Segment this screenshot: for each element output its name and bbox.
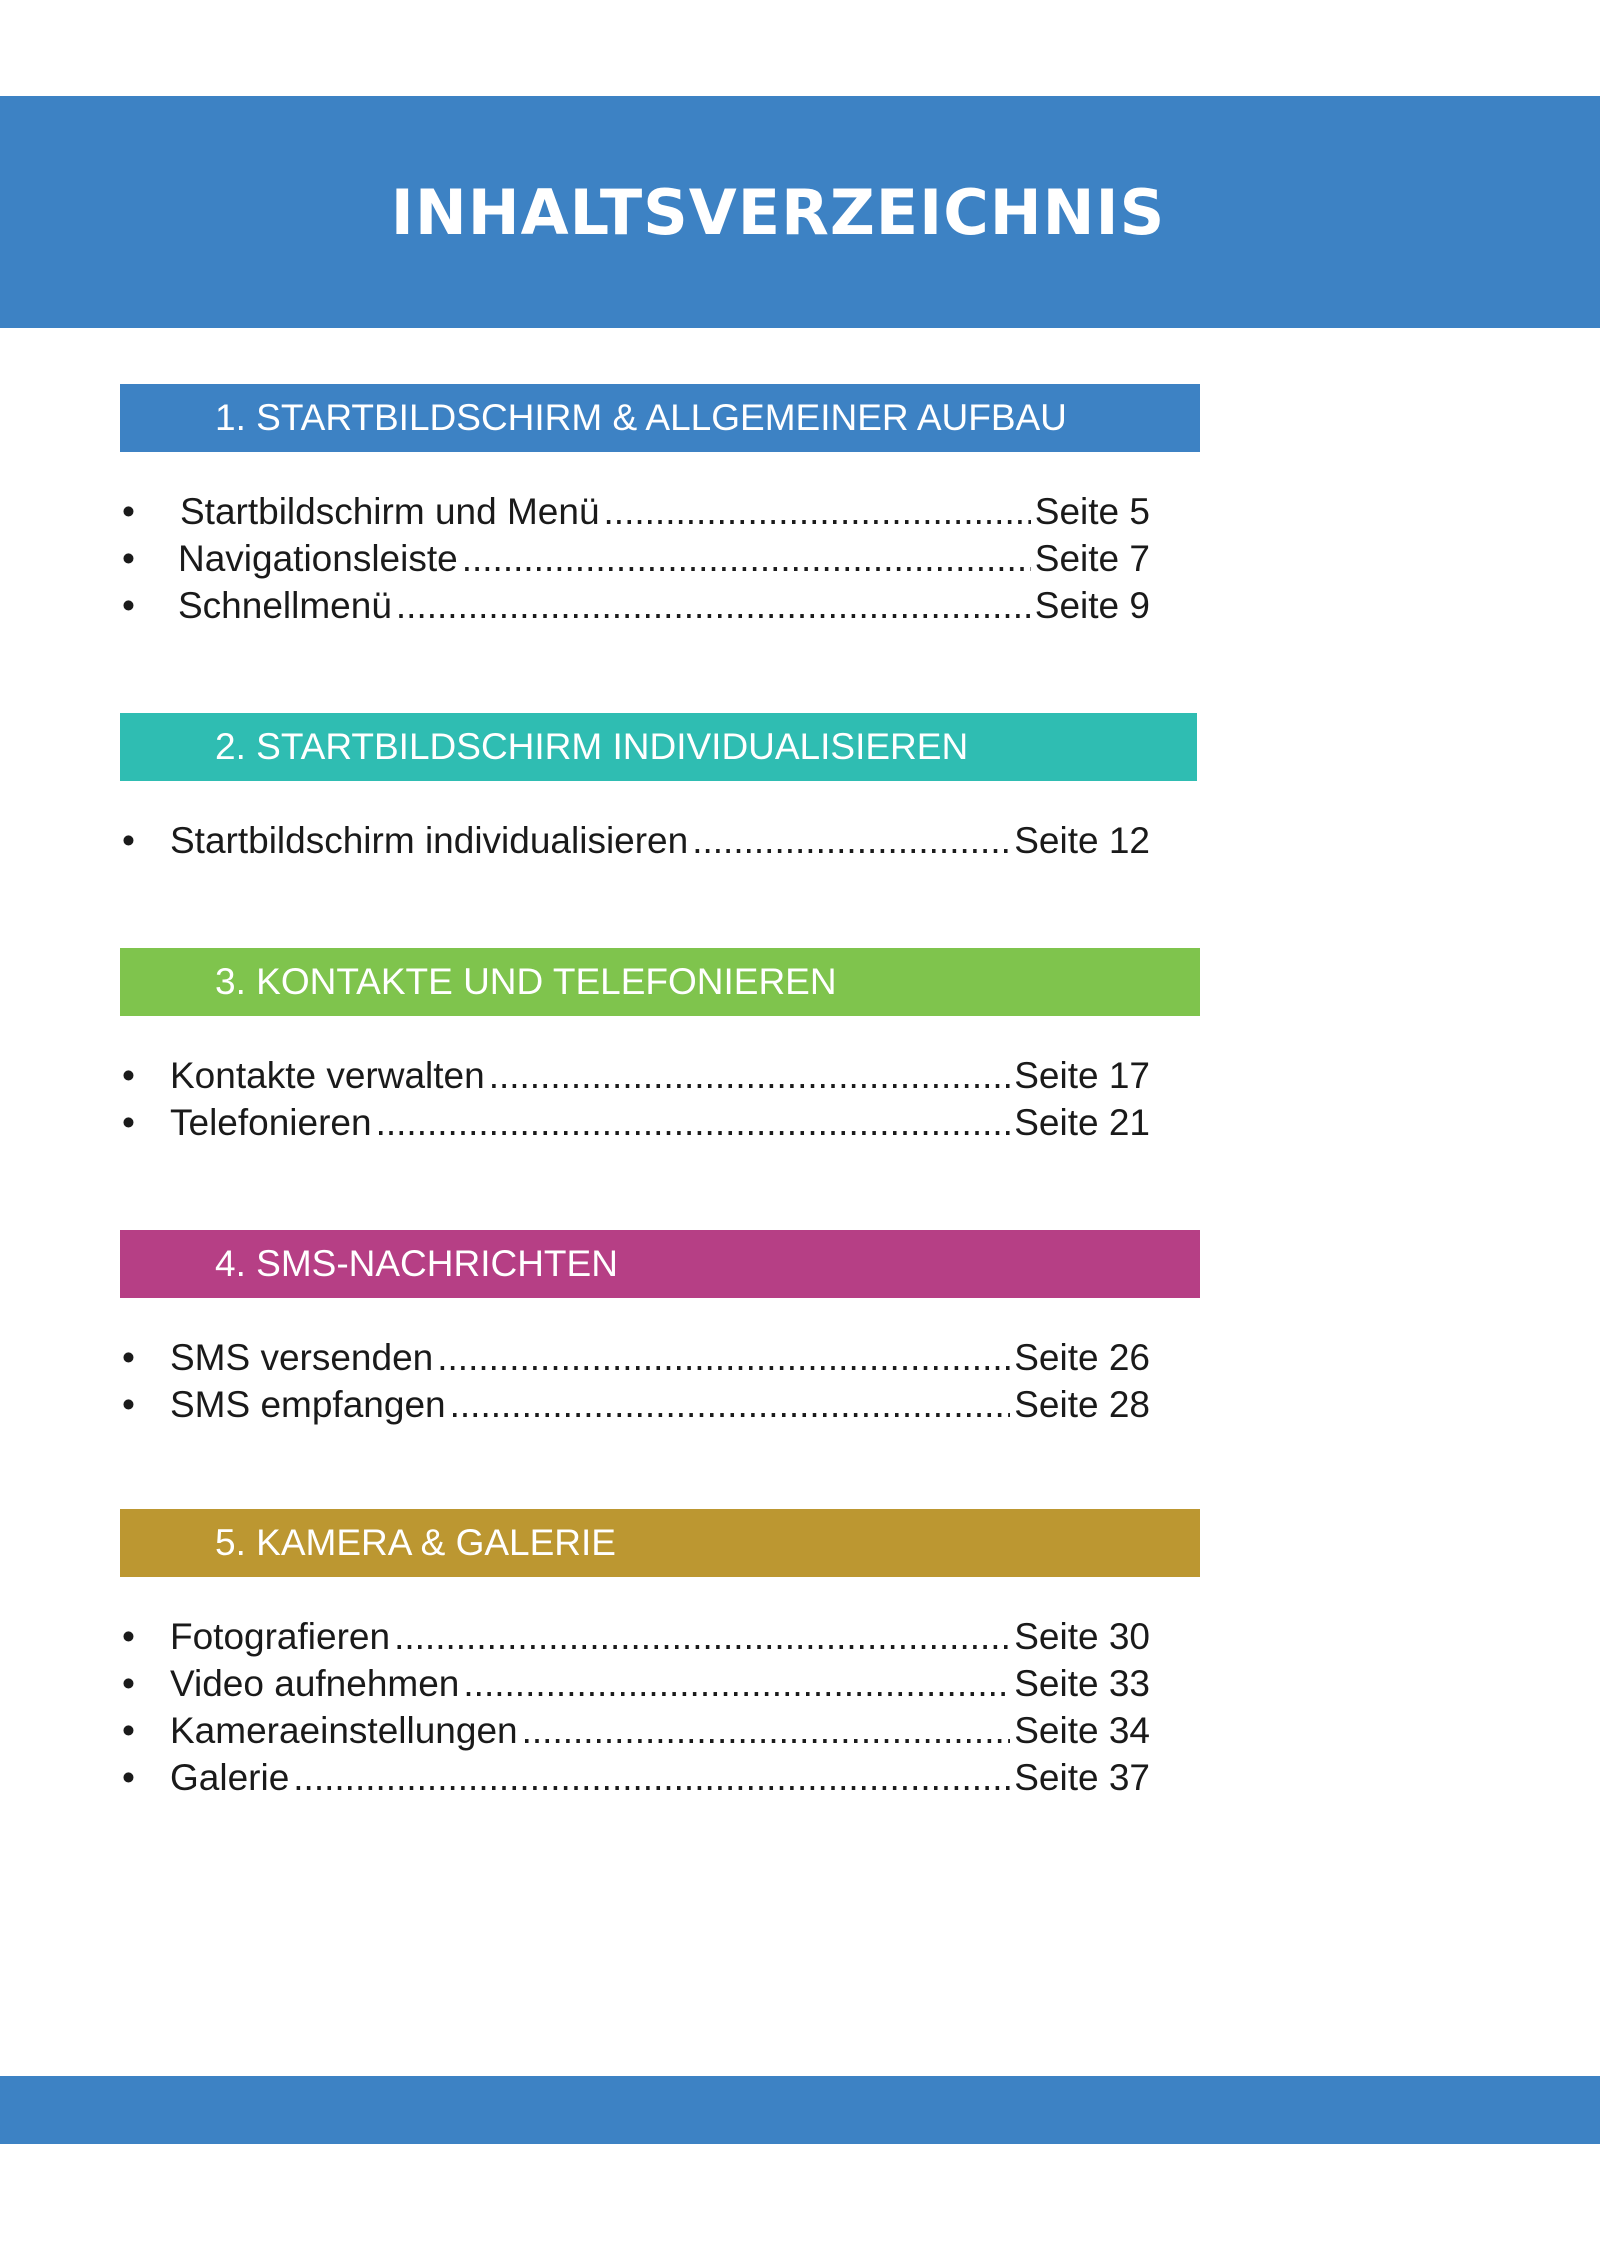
entry-title: Galerie: [170, 1757, 290, 1798]
entry-page: Seite 34: [1014, 1710, 1150, 1751]
entry-title: Video aufnehmen: [170, 1663, 460, 1704]
footer-band: [0, 2076, 1600, 2144]
entry-title: Startbildschirm und Menü: [180, 491, 600, 532]
bullet: •: [122, 538, 135, 579]
entry-title: Startbildschirm individualisieren: [170, 820, 689, 861]
section-heading-1: [120, 384, 1200, 452]
section-heading-5: [120, 1509, 1200, 1577]
section-heading-label: 3. KONTAKTE UND TELEFONIEREN: [215, 961, 837, 1002]
toc-section-5: [120, 1509, 1200, 1801]
toc-entry[interactable]: [120, 582, 1150, 629]
dot-leader: [462, 535, 1031, 582]
toc-entry[interactable]: [120, 1754, 1150, 1801]
entry-page: Seite 9: [1034, 585, 1150, 626]
section-heading-2: [120, 713, 1197, 781]
bullet: •: [122, 1384, 135, 1425]
dot-leader: [692, 817, 1010, 864]
toc-entry[interactable]: [120, 1707, 1150, 1754]
toc-entry[interactable]: [120, 1660, 1150, 1707]
toc-entry[interactable]: [120, 535, 1150, 582]
toc-section-2: [120, 713, 1200, 864]
bullet: •: [122, 820, 135, 861]
toc-entry[interactable]: [120, 1052, 1150, 1099]
entry-page: Seite 28: [1014, 1384, 1150, 1425]
toc-section-4: [120, 1230, 1200, 1428]
dot-leader: [450, 1381, 1011, 1428]
entry-page: Seite 5: [1034, 491, 1150, 532]
dot-leader: [437, 1334, 1010, 1381]
entry-title: Schnellmenü: [178, 585, 392, 626]
dot-leader: [376, 1099, 1011, 1146]
dot-leader: [604, 488, 1031, 535]
dot-leader: [293, 1754, 1010, 1801]
entry-list: [120, 817, 1200, 864]
entry-list: [120, 1334, 1200, 1428]
toc-section-3: [120, 948, 1200, 1146]
bullet: •: [122, 1663, 135, 1704]
toc-section-1: [120, 384, 1200, 629]
entry-page: Seite 30: [1014, 1616, 1150, 1657]
bullet: •: [122, 1616, 135, 1657]
section-heading-label: 2. STARTBILDSCHIRM INDIVIDUALISIEREN: [215, 726, 969, 767]
entry-page: Seite 21: [1014, 1102, 1150, 1143]
entry-page: Seite 12: [1014, 820, 1150, 861]
entry-list: [120, 488, 1200, 629]
toc-entry[interactable]: [120, 817, 1150, 864]
entry-title: SMS empfangen: [170, 1384, 446, 1425]
bullet: •: [122, 1102, 135, 1143]
section-heading-4: [120, 1230, 1200, 1298]
section-heading-label: 4. SMS-NACHRICHTEN: [215, 1243, 618, 1284]
toc-entry[interactable]: [120, 1613, 1150, 1660]
bullet: •: [122, 1757, 135, 1798]
toc-entry[interactable]: [120, 1334, 1150, 1381]
entry-page: Seite 26: [1014, 1337, 1150, 1378]
bullet: •: [122, 1337, 135, 1378]
entry-list: [120, 1052, 1200, 1146]
entry-title: Telefonieren: [170, 1102, 372, 1143]
entry-title: Kameraeinstellungen: [170, 1710, 518, 1751]
entry-title: Fotografieren: [170, 1616, 391, 1657]
entry-title: SMS versenden: [170, 1337, 434, 1378]
section-heading-label: 1. STARTBILDSCHIRM & ALLGEMEINER AUFBAU: [215, 397, 1067, 438]
dot-leader: [463, 1660, 1010, 1707]
dot-leader: [396, 582, 1031, 629]
bullet: •: [122, 585, 135, 626]
bullet: •: [122, 491, 135, 532]
entry-page: Seite 17: [1014, 1055, 1150, 1096]
bullet: •: [122, 1055, 135, 1096]
section-heading-label: 5. KAMERA & GALERIE: [215, 1522, 616, 1563]
dot-leader: [522, 1707, 1011, 1754]
toc-entry[interactable]: [120, 1099, 1150, 1146]
entry-title: Navigationsleiste: [178, 538, 458, 579]
entry-page: Seite 7: [1034, 538, 1150, 579]
toc-entry[interactable]: [120, 488, 1150, 535]
dot-leader: [489, 1052, 1011, 1099]
section-heading-3: [120, 948, 1200, 1016]
toc-entry[interactable]: [120, 1381, 1150, 1428]
bullet: •: [122, 1710, 135, 1751]
entry-page: Seite 37: [1014, 1757, 1150, 1798]
entry-list: [120, 1613, 1200, 1801]
dot-leader: [394, 1613, 1010, 1660]
page-title: INHALTSVERZEICHNIS: [390, 175, 1166, 249]
entry-title: Kontakte verwalten: [170, 1055, 485, 1096]
entry-page: Seite 33: [1014, 1663, 1150, 1704]
